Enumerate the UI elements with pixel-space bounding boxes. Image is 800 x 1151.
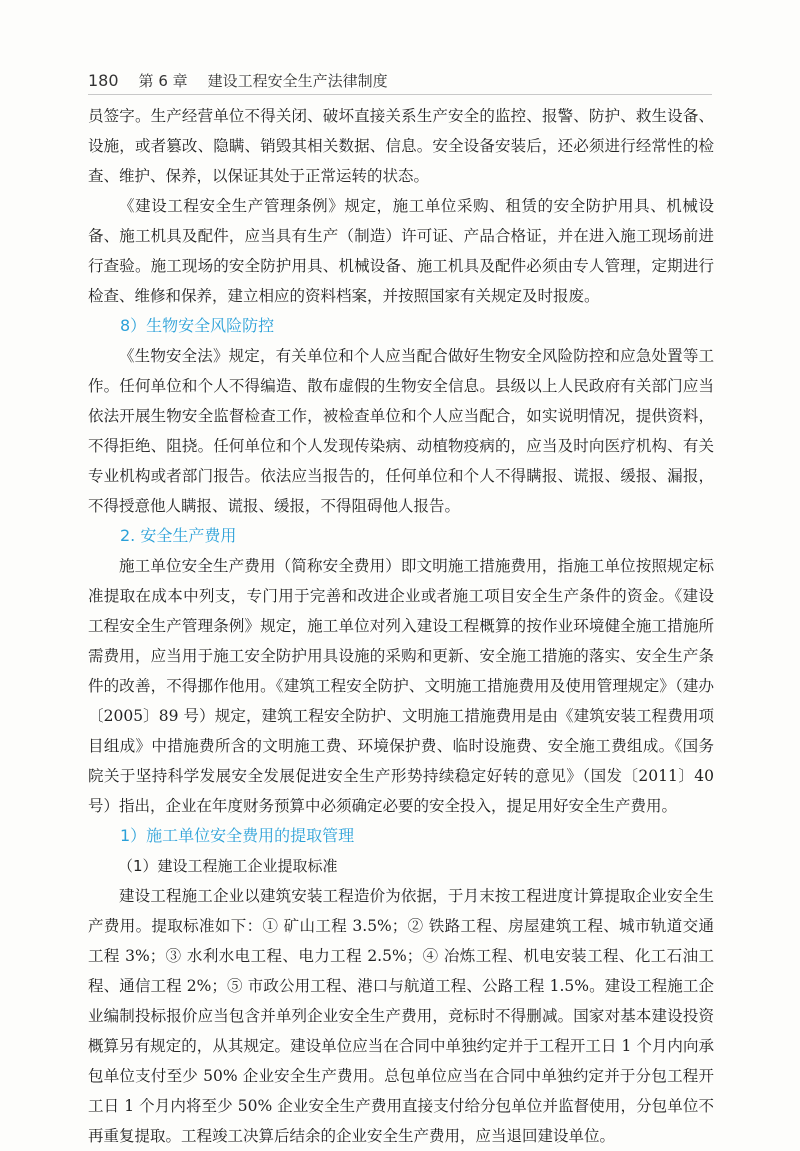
header-divider: [88, 94, 712, 95]
section-heading-cost-extraction: 1）施工单位安全费用的提取管理: [120, 826, 355, 845]
chapter-number: 第 6 章: [138, 72, 188, 90]
section-heading-safety-costs: 2. 安全生产费用: [120, 526, 237, 545]
paragraph-extraction-standard: 建设工程施工企业以建筑安装工程造价为依据，于月末按工程进度计算提取企业安全生产费用。提取标准如下：① 矿山工程 3.5%；② 铁路工程、房屋建筑工程、城市轨道交通工程 3%；③ 水利水电工程、电力工程 2.5%；④ 冶炼工程、机电安装工程、化工石油工程、通信工程 2%；⑤ 市政公用工程、港口与航道工程、公路工程 1.5%。建设工程施工企业编制投标报价应当包含并单列企业安全生产费用，竞标时不得删减。国家对基本建设投资概算另有规定的，从其规定。建设单位应当在合同中单独约定并于工程开工日 1 个月内向承包单位支付至少 50% 企业安全生产费用。总包单位应当在合同中单独约定并于分包工程开工日 1 个月内将至少 50% 企业安全生产费用直接支付给分包单位并监督使用，分包单位不再重复提取。工程竣工决算后结余的企业安全生产费用，应当退回建设单位。: [88, 887, 714, 1145]
page-body: [88, 101, 714, 1151]
chapter-title: 建设工程安全生产法律制度: [207, 72, 388, 90]
section-heading-biosafety: 8）生物安全风险防控: [120, 316, 275, 335]
paragraph-equipment-regulation: 《建设工程安全生产管理条例》规定，施工单位采购、租赁的安全防护用具、机械设备、施工机具及配件，应当具有生产（制造）许可证、产品合格证，并在进入施工现场前进行查验。施工现场的安全防护用具、机械设备、施工机具及配件必须由专人管理，定期进行检查、维修和保养，建立相应的资料档案，并按照国家有关规定及时报废。: [88, 197, 714, 305]
page-number: 180: [88, 71, 119, 90]
running-header: [88, 70, 712, 91]
paragraph-biosafety-law: 《生物安全法》规定，有关单位和个人应当配合做好生物安全风险防控和应急处置等工作。任何单位和个人不得编造、散布虚假的生物安全信息。县级以上人民政府有关部门应当依法开展生物安全监督检查工作，被检查单位和个人应当配合，如实说明情况，提供资料，不得拒绝、阻挠。任何单位和个人发现传染病、动植物疫病的，应当及时向医疗机构、有关专业机构或者部门报告。依法应当报告的，任何单位和个人不得瞒报、谎报、缓报、漏报，不得授意他人瞒报、谎报、缓报，不得阻碍他人报告。: [88, 347, 714, 515]
paragraph-safety-costs: 施工单位安全生产费用（简称安全费用）即文明施工措施费用，指施工单位按照规定标准提取在成本中列支，专门用于完善和改进企业或者施工项目安全生产条件的资金。《建设工程安全生产管理条例》规定，施工单位对列入建设工程概算的按作业环境健全施工措施所需费用，应当用于施工安全防护用具设施的采购和更新、安全施工措施的落实、安全生产条件的改善，不得挪作他用。《建筑工程安全防护、文明施工措施费用及使用管理规定》（建办〔2005〕89 号）规定，建筑工程安全防护、文明施工措施费用是由《建筑安装工程费用项目组成》中措施费所含的文明施工费、环境保护费、临时设施费、安全施工费组成。《国务院关于坚持科学发展安全发展促进安全生产形势持续稳定好转的意见》（国发〔2011〕40 号）指出，企业在年度财务预算中必须确定必要的安全投入，提足用好安全生产费用。: [88, 557, 714, 815]
subsection-heading-extraction-standard: （1）建设工程施工企业提取标准: [118, 857, 338, 875]
paragraph-continued: 员签字。生产经营单位不得关闭、破坏直接关系生产安全的监控、报警、防护、救生设备、设施，或者篡改、隐瞒、销毁其相关数据、信息。安全设备安装后，还必须进行经常性的检查、维护、保养，以保证其处于正常运转的状态。: [88, 107, 714, 185]
